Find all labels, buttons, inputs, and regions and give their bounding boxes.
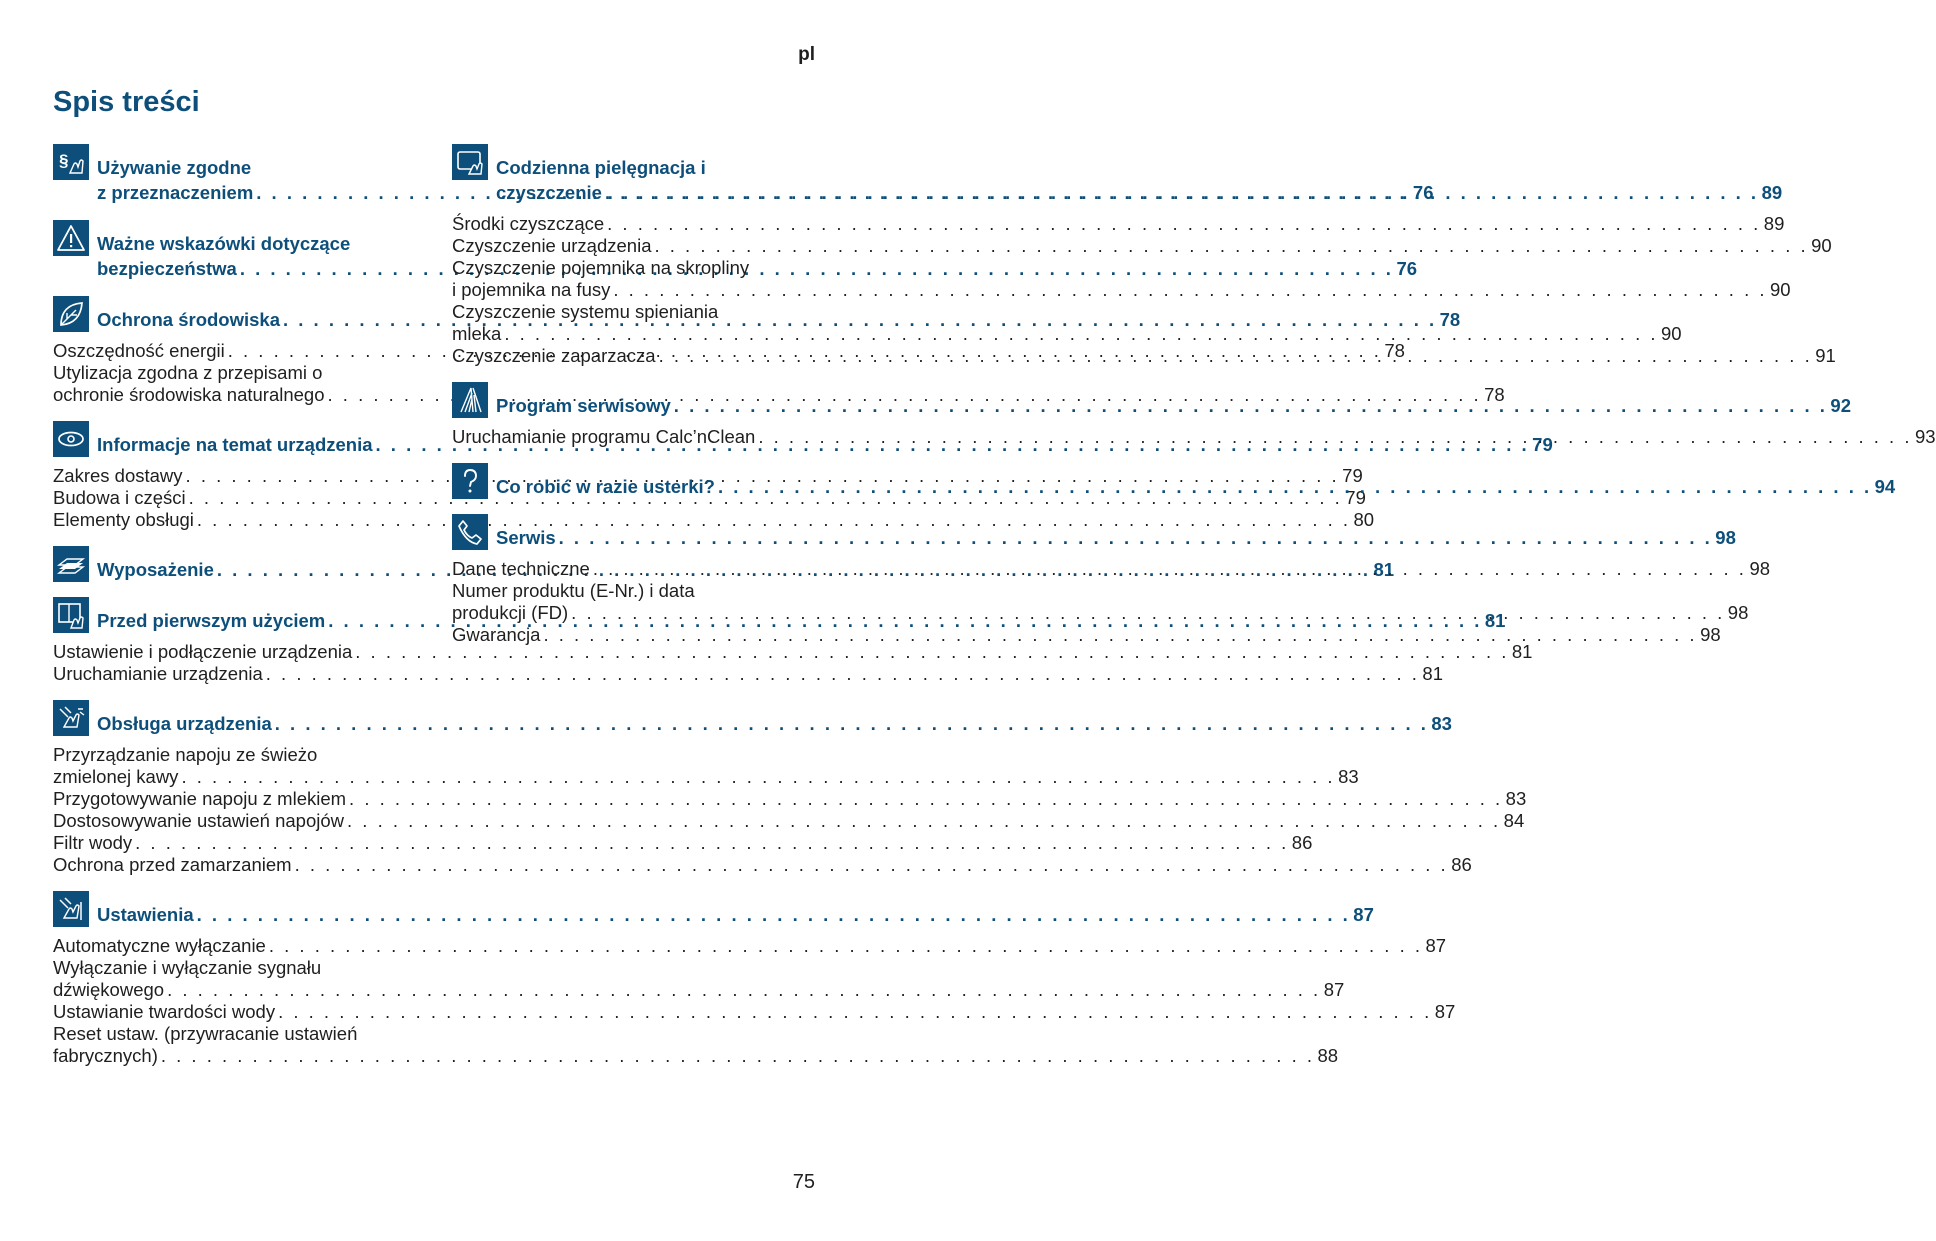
- toc-entry-text: Środki czyszczące: [452, 213, 605, 234]
- toc-entry[interactable]: [53, 641, 1533, 663]
- dot-leader: [654, 235, 1808, 257]
- section-title-text: Serwis: [496, 527, 556, 548]
- toc-entry-page: 87: [1323, 979, 1345, 1000]
- toc-entry-text: Oszczędność energii: [53, 340, 225, 361]
- toc-entry-text: Ustawianie twardości wody: [53, 1001, 276, 1022]
- section-title-row: [496, 393, 1851, 418]
- hand-window-icon: [53, 597, 89, 633]
- toc-entry-page: 90: [1770, 279, 1791, 300]
- section-page-number: 92: [1830, 395, 1851, 416]
- warning-triangle-icon-graphic: [56, 223, 86, 253]
- toc-entry-row: [452, 279, 1791, 301]
- toc-entry-text: Gwarancja: [452, 624, 541, 645]
- toc-entry-page: 89: [1763, 213, 1785, 234]
- section-title-line1: Używanie zgodne: [97, 157, 252, 178]
- toc-entry-page: 79: [1342, 465, 1363, 486]
- hand-window-icon-graphic: [56, 600, 86, 630]
- toc-entry[interactable]: [53, 509, 1375, 531]
- toc-entry[interactable]: [452, 235, 1832, 257]
- page-title: Spis treści: [53, 86, 200, 118]
- toc-entry-text: Dane techniczne: [452, 558, 590, 579]
- toc-entry-row: [53, 766, 1359, 788]
- toc-entry-page: 83: [1505, 788, 1527, 809]
- toc-entry-page: 78: [1384, 340, 1405, 361]
- toc-entry-page: 84: [1503, 810, 1525, 831]
- dot-leader: [240, 256, 1394, 281]
- section-title-text: z przeznaczeniem: [97, 182, 254, 203]
- dot-leader: [161, 1045, 1315, 1067]
- hand-operation-icon: [53, 700, 89, 736]
- toc-entry-row: [452, 213, 1785, 235]
- toc-entry[interactable]: [452, 624, 1721, 646]
- toc-entry-line1: Wyłączanie i wyłączanie sygnału: [53, 957, 322, 978]
- leaf-icon: [53, 296, 89, 332]
- dot-leader: [504, 323, 1658, 345]
- dot-leader: [543, 624, 1697, 646]
- toc-entry[interactable]: [53, 810, 1525, 832]
- toc-entry-row: [53, 832, 1313, 854]
- toc-entry[interactable]: [452, 213, 1785, 235]
- layers-icon: [53, 546, 89, 582]
- section-title-text: Ochrona środowiska: [97, 309, 280, 330]
- dot-leader: [593, 558, 1747, 580]
- toc-entry[interactable]: [53, 957, 1345, 1001]
- toc-entry-row: [53, 641, 1533, 663]
- phone-icon-graphic: [455, 517, 485, 547]
- toc-entry-page: 80: [1353, 509, 1375, 530]
- toc-entry-page: 86: [1291, 832, 1313, 853]
- toc-entry-row: [53, 810, 1525, 832]
- dot-leader: [278, 1001, 1432, 1023]
- toc-entry-line1: Czyszczenie systemu spieniania: [452, 301, 719, 322]
- toc-entry[interactable]: [53, 1001, 1456, 1023]
- dot-leader: [167, 979, 1321, 1001]
- toc-entry-text: produkcji (FD): [452, 602, 569, 623]
- toc-entry[interactable]: [53, 744, 1359, 788]
- toc-entry-text: dźwiękowego: [53, 979, 165, 1000]
- toc-entry-text: Ustawienie i podłączenie urządzenia: [53, 641, 353, 662]
- toc-entry-line1: Numer produktu (E-Nr.) i data: [452, 580, 695, 601]
- section-title: [496, 514, 1736, 550]
- section-title-text: Informacje na temat urządzenia: [97, 434, 373, 455]
- toc-section: [53, 891, 1456, 1067]
- toc-entry[interactable]: [53, 832, 1313, 854]
- leaf-icon-graphic: [56, 299, 86, 329]
- toc-entry-text: Automatyczne wyłączanie: [53, 935, 266, 956]
- toc-entry-text: Dostosowywanie ustawień napojów: [53, 810, 345, 831]
- toc-entry-page: 98: [1727, 602, 1749, 623]
- toc-entry-page: 91: [1815, 345, 1836, 366]
- section-title-text: Ustawienia: [97, 904, 194, 925]
- toc-entry-page: 90: [1811, 235, 1832, 256]
- toc-entry-page: 93: [1914, 426, 1936, 447]
- dot-leader: [347, 810, 1501, 832]
- toc-entry-text: Zakres dostawy: [53, 465, 183, 486]
- toc-entry-text: Uruchamianie programu Calc’nClean: [452, 426, 756, 447]
- section-title: [97, 891, 1374, 927]
- toc-entry[interactable]: [53, 935, 1447, 957]
- toc-entry-page: 83: [1338, 766, 1359, 787]
- toc-entry-page: 87: [1434, 1001, 1456, 1022]
- section-page-number: 76: [1396, 258, 1418, 279]
- toc-entry[interactable]: [53, 854, 1472, 876]
- section-title-text: czyszczenie: [496, 182, 602, 203]
- section-page-number: 89: [1761, 182, 1783, 203]
- toc-entry-text: Budowa i części: [53, 487, 186, 508]
- eye-icon: [53, 421, 89, 457]
- section-title-line1: Codzienna pielęgnacja i: [496, 157, 706, 178]
- layers-icon-graphic: [56, 549, 86, 579]
- toc-entry-page: 88: [1317, 1045, 1339, 1066]
- question-mark-icon-graphic: [455, 466, 485, 496]
- toc-entry-text: i pojemnika na fusy: [452, 279, 611, 300]
- toc-entry-row: [452, 235, 1832, 257]
- toc-entry-row: [53, 979, 1345, 1001]
- section-heading[interactable]: [53, 891, 1374, 927]
- section-page-number: 98: [1715, 527, 1736, 548]
- dot-leader: [607, 213, 1761, 235]
- toc-entry-text: Ochrona przed zamarzaniem: [53, 854, 292, 875]
- toc-entry-row: [452, 323, 1682, 345]
- section-title-row: [496, 180, 1782, 205]
- toc-entry[interactable]: [53, 663, 1443, 685]
- dot-leader: [269, 935, 1423, 957]
- dot-leader: [718, 474, 1872, 499]
- eye-icon-graphic: [56, 424, 86, 454]
- toc-entry-row: [53, 1001, 1456, 1023]
- section-title: [496, 382, 1851, 418]
- hand-cleaning-icon-graphic: [455, 147, 485, 177]
- question-mark-icon: [452, 463, 488, 499]
- section-title-text: Wyposażenie: [97, 559, 214, 580]
- dot-leader: [197, 902, 1351, 927]
- toc-entry-row: [452, 624, 1721, 646]
- language-code: pl: [798, 44, 815, 65]
- warning-triangle-icon: [53, 220, 89, 256]
- toc-entry-page: 79: [1345, 487, 1366, 508]
- dot-leader: [559, 525, 1713, 550]
- section-page-number: 76: [1412, 182, 1434, 203]
- section-title-row: [496, 525, 1736, 550]
- toc-entry-text: Przygotowywanie napoju z mlekiem: [53, 788, 347, 809]
- dot-leader: [758, 426, 1912, 448]
- section-title-row: [97, 902, 1374, 927]
- hand-operation-icon-graphic: [56, 703, 86, 733]
- svg-text:§: §: [59, 151, 69, 170]
- toc-entry-page: 98: [1700, 624, 1721, 645]
- toc-entry-line1: Przyrządzanie napoju ze świeżo: [53, 744, 318, 765]
- toc-entry-page: 90: [1660, 323, 1682, 344]
- page-number: 75: [792, 1171, 815, 1193]
- toc-entry[interactable]: [53, 487, 1366, 509]
- toc-entry-row: [53, 788, 1527, 810]
- toc-entry-page: 81: [1422, 663, 1443, 684]
- hand-settings-icon-graphic: [56, 894, 86, 924]
- section-title-text: Program serwisowy: [496, 395, 671, 416]
- toc-entry-row: [53, 663, 1443, 685]
- section-title: [496, 144, 1782, 205]
- hand-paragraph-icon-graphic: [56, 147, 86, 177]
- toc-entry-page: 98: [1749, 558, 1771, 579]
- section-title: [496, 463, 1895, 499]
- toc-entry-row: [53, 487, 1366, 509]
- service-lines-icon: [452, 382, 488, 418]
- toc-entry-line1: Utylizacja zgodna z przepisami o: [53, 362, 323, 383]
- section-heading[interactable]: [53, 700, 1452, 736]
- section-title-row: [97, 711, 1452, 736]
- section-page-number: 79: [1532, 434, 1553, 455]
- dot-leader: [295, 854, 1449, 876]
- toc-entry-text: mleka: [452, 323, 502, 344]
- toc-section: [53, 700, 1527, 876]
- hand-cleaning-icon: [452, 144, 488, 180]
- section-page-number: 81: [1484, 610, 1506, 631]
- section-title-text: Co robić w razie usterki?: [496, 476, 715, 497]
- toc-entry-text: fabrycznych): [53, 1045, 158, 1066]
- section-page-number: 83: [1431, 713, 1452, 734]
- dot-leader: [571, 602, 1725, 624]
- dot-leader: [613, 279, 1767, 301]
- dot-leader: [605, 180, 1759, 205]
- hand-paragraph-icon: [53, 144, 89, 180]
- section-title-text: Przed pierwszym użyciem: [97, 610, 326, 631]
- section-page-number: 94: [1874, 476, 1896, 497]
- section-title-text: bezpieczeństwa: [97, 258, 237, 279]
- toc-entry-text: zmielonej kawy: [53, 766, 179, 787]
- toc-entry-text: Czyszczenie urządzenia: [452, 235, 652, 256]
- section-page-number: 81: [1373, 559, 1395, 580]
- hand-settings-icon: [53, 891, 89, 927]
- dot-leader: [135, 832, 1289, 854]
- toc-entry-text: ochronie środowiska naturalnego: [53, 384, 325, 405]
- toc-entry-page: 86: [1451, 854, 1472, 875]
- section-page-number: 78: [1439, 309, 1461, 330]
- toc-entry[interactable]: [53, 788, 1527, 810]
- dot-leader: [275, 711, 1429, 736]
- toc-entry-page: 81: [1511, 641, 1533, 662]
- toc-entry-text: Czyszczenie zaparzacza: [452, 345, 656, 366]
- section-title: [97, 700, 1452, 736]
- toc-entry-row: [53, 509, 1375, 531]
- dot-leader: [266, 663, 1420, 685]
- toc-entry-page: 87: [1425, 935, 1447, 956]
- section-title-line1: Ważne wskazówki dotyczące: [97, 233, 351, 254]
- toc-entry-text: Filtr wody: [53, 832, 133, 853]
- dot-leader: [181, 766, 1335, 788]
- dot-leader: [659, 345, 1813, 367]
- dot-leader: [674, 393, 1828, 418]
- service-lines-icon-graphic: [455, 385, 485, 415]
- toc-entry-text: Elementy obsługi: [53, 509, 194, 530]
- toc-entry-page: 78: [1484, 384, 1505, 405]
- phone-icon: [452, 514, 488, 550]
- section-title-text: Obsługa urządzenia: [97, 713, 272, 734]
- toc-entry-row: [53, 854, 1472, 876]
- toc-entry-line1: Czyszczenie pojemnika na skropliny: [452, 257, 750, 278]
- toc-entry-text: Uruchamianie urządzenia: [53, 663, 263, 684]
- dot-leader: [349, 788, 1503, 810]
- toc-entry-row: [53, 935, 1447, 957]
- toc-entry[interactable]: [53, 1023, 1339, 1067]
- section-title-row: [496, 474, 1895, 499]
- toc-entry-row: [53, 1045, 1339, 1067]
- section-page-number: 87: [1353, 904, 1374, 925]
- toc-entry-line1: Reset ustaw. (przywracanie ustawień: [53, 1023, 358, 1044]
